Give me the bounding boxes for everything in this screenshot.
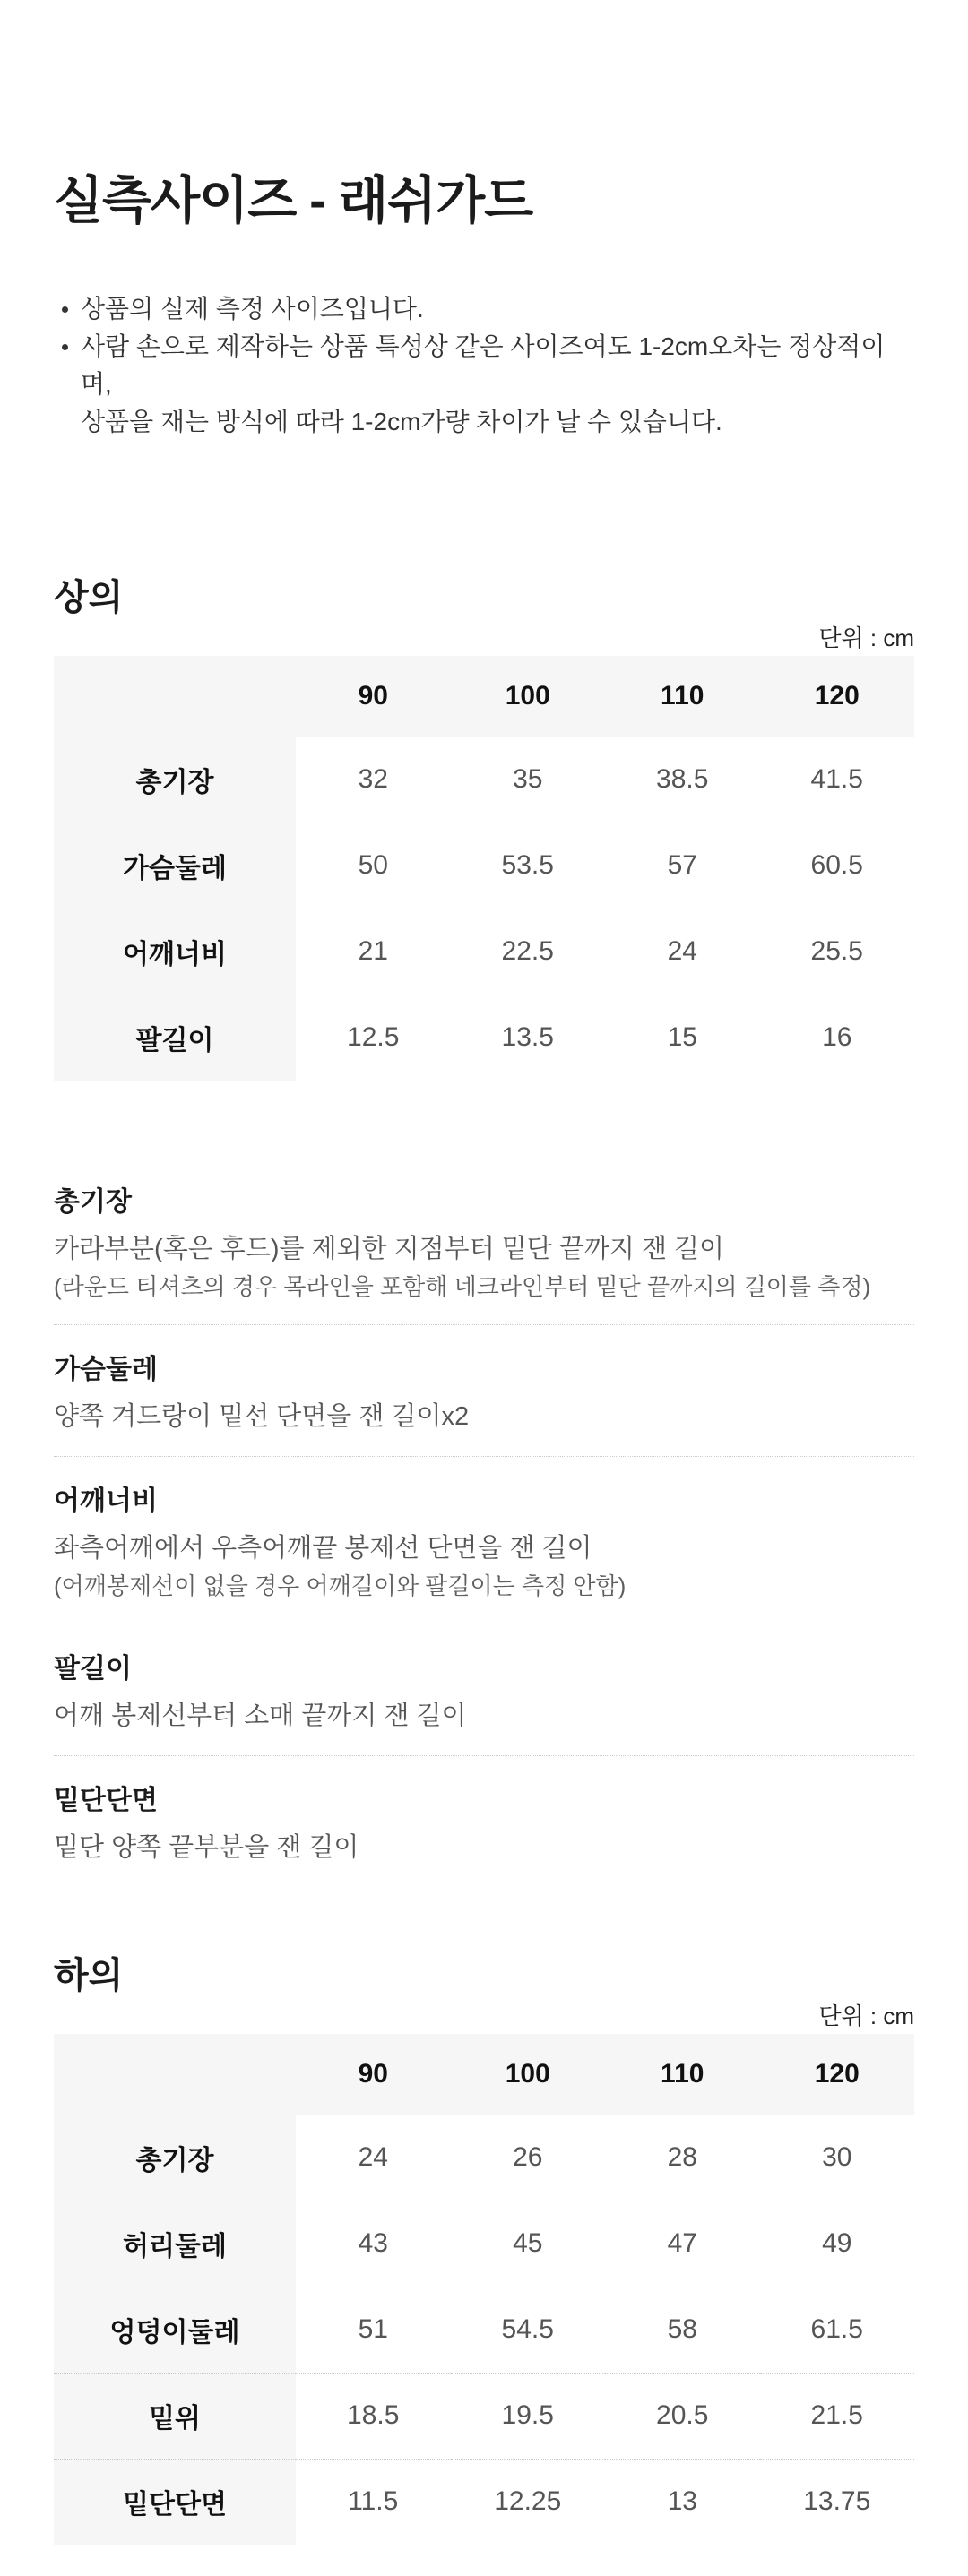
cell-value: 54.5: [451, 2287, 606, 2373]
cell-value: 32: [296, 737, 451, 823]
row-label: 총기장: [54, 2115, 296, 2201]
table-row: [54, 2201, 914, 2287]
cell-value: 13.75: [760, 2459, 915, 2545]
cell-value: 30: [760, 2115, 915, 2201]
size-table-corner-cell: [54, 656, 296, 737]
cell-value: 21: [296, 909, 451, 995]
size-column-header: 100: [451, 2034, 606, 2115]
guide-section-chongkijang: [54, 1186, 914, 1324]
guide-term: 어깨너비: [54, 1486, 158, 1516]
row-label: 총기장: [54, 737, 296, 823]
guide-section-palgiri: [54, 1624, 914, 1755]
size-table-corner-cell: [54, 2034, 296, 2115]
cell-value: 49: [760, 2201, 915, 2287]
bottoms-size-table: [54, 2034, 914, 2545]
cell-value: 57: [605, 823, 760, 909]
guide-section-eokkae: [54, 1457, 914, 1624]
note-item: [54, 328, 914, 441]
cell-value: 13.5: [451, 995, 606, 1081]
notes-list: [54, 290, 914, 441]
tops-section: [54, 576, 914, 1081]
measure-guide-list: [54, 1186, 914, 1887]
cell-value: 50: [296, 823, 451, 909]
bottoms-heading: 하의: [54, 1956, 124, 1995]
table-row: [54, 995, 914, 1081]
cell-value: 47: [605, 2201, 760, 2287]
row-label: 팔길이: [54, 995, 296, 1081]
guide-desc: 양쪽 겨드랑이 밑선 단면을 잰 길이x2: [54, 1402, 470, 1431]
page-title: 실측사이즈 - 래쉬가드: [54, 172, 533, 229]
cell-value: 60.5: [760, 823, 915, 909]
cell-value: 45: [451, 2201, 606, 2287]
unit-label: 단위 : cm: [818, 625, 914, 651]
row-label: 허리둘레: [54, 2201, 296, 2287]
guide-desc: 카라부분(혹은 후드)를 제외한 지점부터 밑단 끝까지 잰 길이: [54, 1235, 725, 1263]
size-column-header: 120: [760, 656, 915, 737]
cell-value: 24: [296, 2115, 451, 2201]
cell-value: 13: [605, 2459, 760, 2545]
cell-value: 24: [605, 909, 760, 995]
table-row: [54, 2115, 914, 2201]
cell-value: 41.5: [760, 737, 915, 823]
cell-value: 51: [296, 2287, 451, 2373]
guide-desc: 밑단 양쪽 끝부분을 잰 길이: [54, 1833, 359, 1862]
cell-value: 25.5: [760, 909, 915, 995]
guide-note: (라운드 티셔츠의 경우 목라인을 포함해 네크라인부터 밑단 끝까지의 길이를 측정): [54, 1273, 871, 1300]
cell-value: 38.5: [605, 737, 760, 823]
cell-value: 53.5: [451, 823, 606, 909]
size-header-row: [54, 2034, 914, 2115]
cell-value: 21.5: [760, 2373, 915, 2459]
cell-value: 28: [605, 2115, 760, 2201]
size-column-header: 90: [296, 656, 451, 737]
tops-heading: 상의: [54, 578, 124, 617]
cell-value: 22.5: [451, 909, 606, 995]
table-row: [54, 823, 914, 909]
size-column-header: 90: [296, 2034, 451, 2115]
table-row: [54, 2459, 914, 2545]
guide-section-gaseum: [54, 1325, 914, 1456]
cell-value: 43: [296, 2201, 451, 2287]
row-label: 밑단단면: [54, 2459, 296, 2545]
table-row: [54, 909, 914, 995]
cell-value: 12.5: [296, 995, 451, 1081]
cell-value: 12.25: [451, 2459, 606, 2545]
note-item: [54, 290, 914, 328]
cell-value: 58: [605, 2287, 760, 2373]
note-text: 상품을 재는 방식에 따라 1-2cm가량 차이가 날 수 있습니다.: [81, 408, 722, 435]
cell-value: 15: [605, 995, 760, 1081]
cell-value: 18.5: [296, 2373, 451, 2459]
cell-value: 20.5: [605, 2373, 760, 2459]
size-header-row: [54, 656, 914, 737]
table-row: [54, 2287, 914, 2373]
row-label: 엉덩이둘레: [54, 2287, 296, 2373]
guide-desc: 좌측어깨에서 우측어깨끝 봉제선 단면을 잰 길이: [54, 1534, 592, 1563]
row-label: 밑위: [54, 2373, 296, 2459]
note-text: 상품의 실제 측정 사이즈입니다.: [81, 295, 424, 323]
cell-value: 61.5: [760, 2287, 915, 2373]
guide-term: 가슴둘레: [54, 1355, 158, 1384]
size-column-header: 120: [760, 2034, 915, 2115]
size-column-header: 110: [605, 656, 760, 737]
guide-term: 밑단단면: [54, 1786, 158, 1815]
cell-value: 16: [760, 995, 915, 1081]
table-row: [54, 2373, 914, 2459]
cell-value: 19.5: [451, 2373, 606, 2459]
row-label: 가슴둘레: [54, 823, 296, 909]
cell-value: 26: [451, 2115, 606, 2201]
unit-label: 단위 : cm: [818, 2003, 914, 2029]
bullet-icon: [62, 344, 68, 350]
note-text: 사람 손으로 제작하는 상품 특성상 같은 사이즈여도 1-2cm오차는 정상적이며,: [81, 332, 886, 398]
guide-term: 총기장: [54, 1187, 132, 1217]
tops-size-table: [54, 656, 914, 1081]
size-column-header: 100: [451, 656, 606, 737]
row-label: 어깨너비: [54, 909, 296, 995]
guide-section-mitdan: [54, 1756, 914, 1887]
cell-value: 11.5: [296, 2459, 451, 2545]
bottoms-section: [54, 1954, 914, 2545]
guide-term: 팔길이: [54, 1654, 132, 1684]
size-column-header: 110: [605, 2034, 760, 2115]
table-row: [54, 737, 914, 823]
bullet-icon: [62, 306, 68, 313]
cell-value: 35: [451, 737, 606, 823]
guide-note: (어깨봉제선이 없을 경우 어깨길이와 팔길이는 측정 안함): [54, 1572, 627, 1599]
guide-desc: 어깨 봉제선부터 소매 끝까지 잰 길이: [54, 1702, 467, 1730]
